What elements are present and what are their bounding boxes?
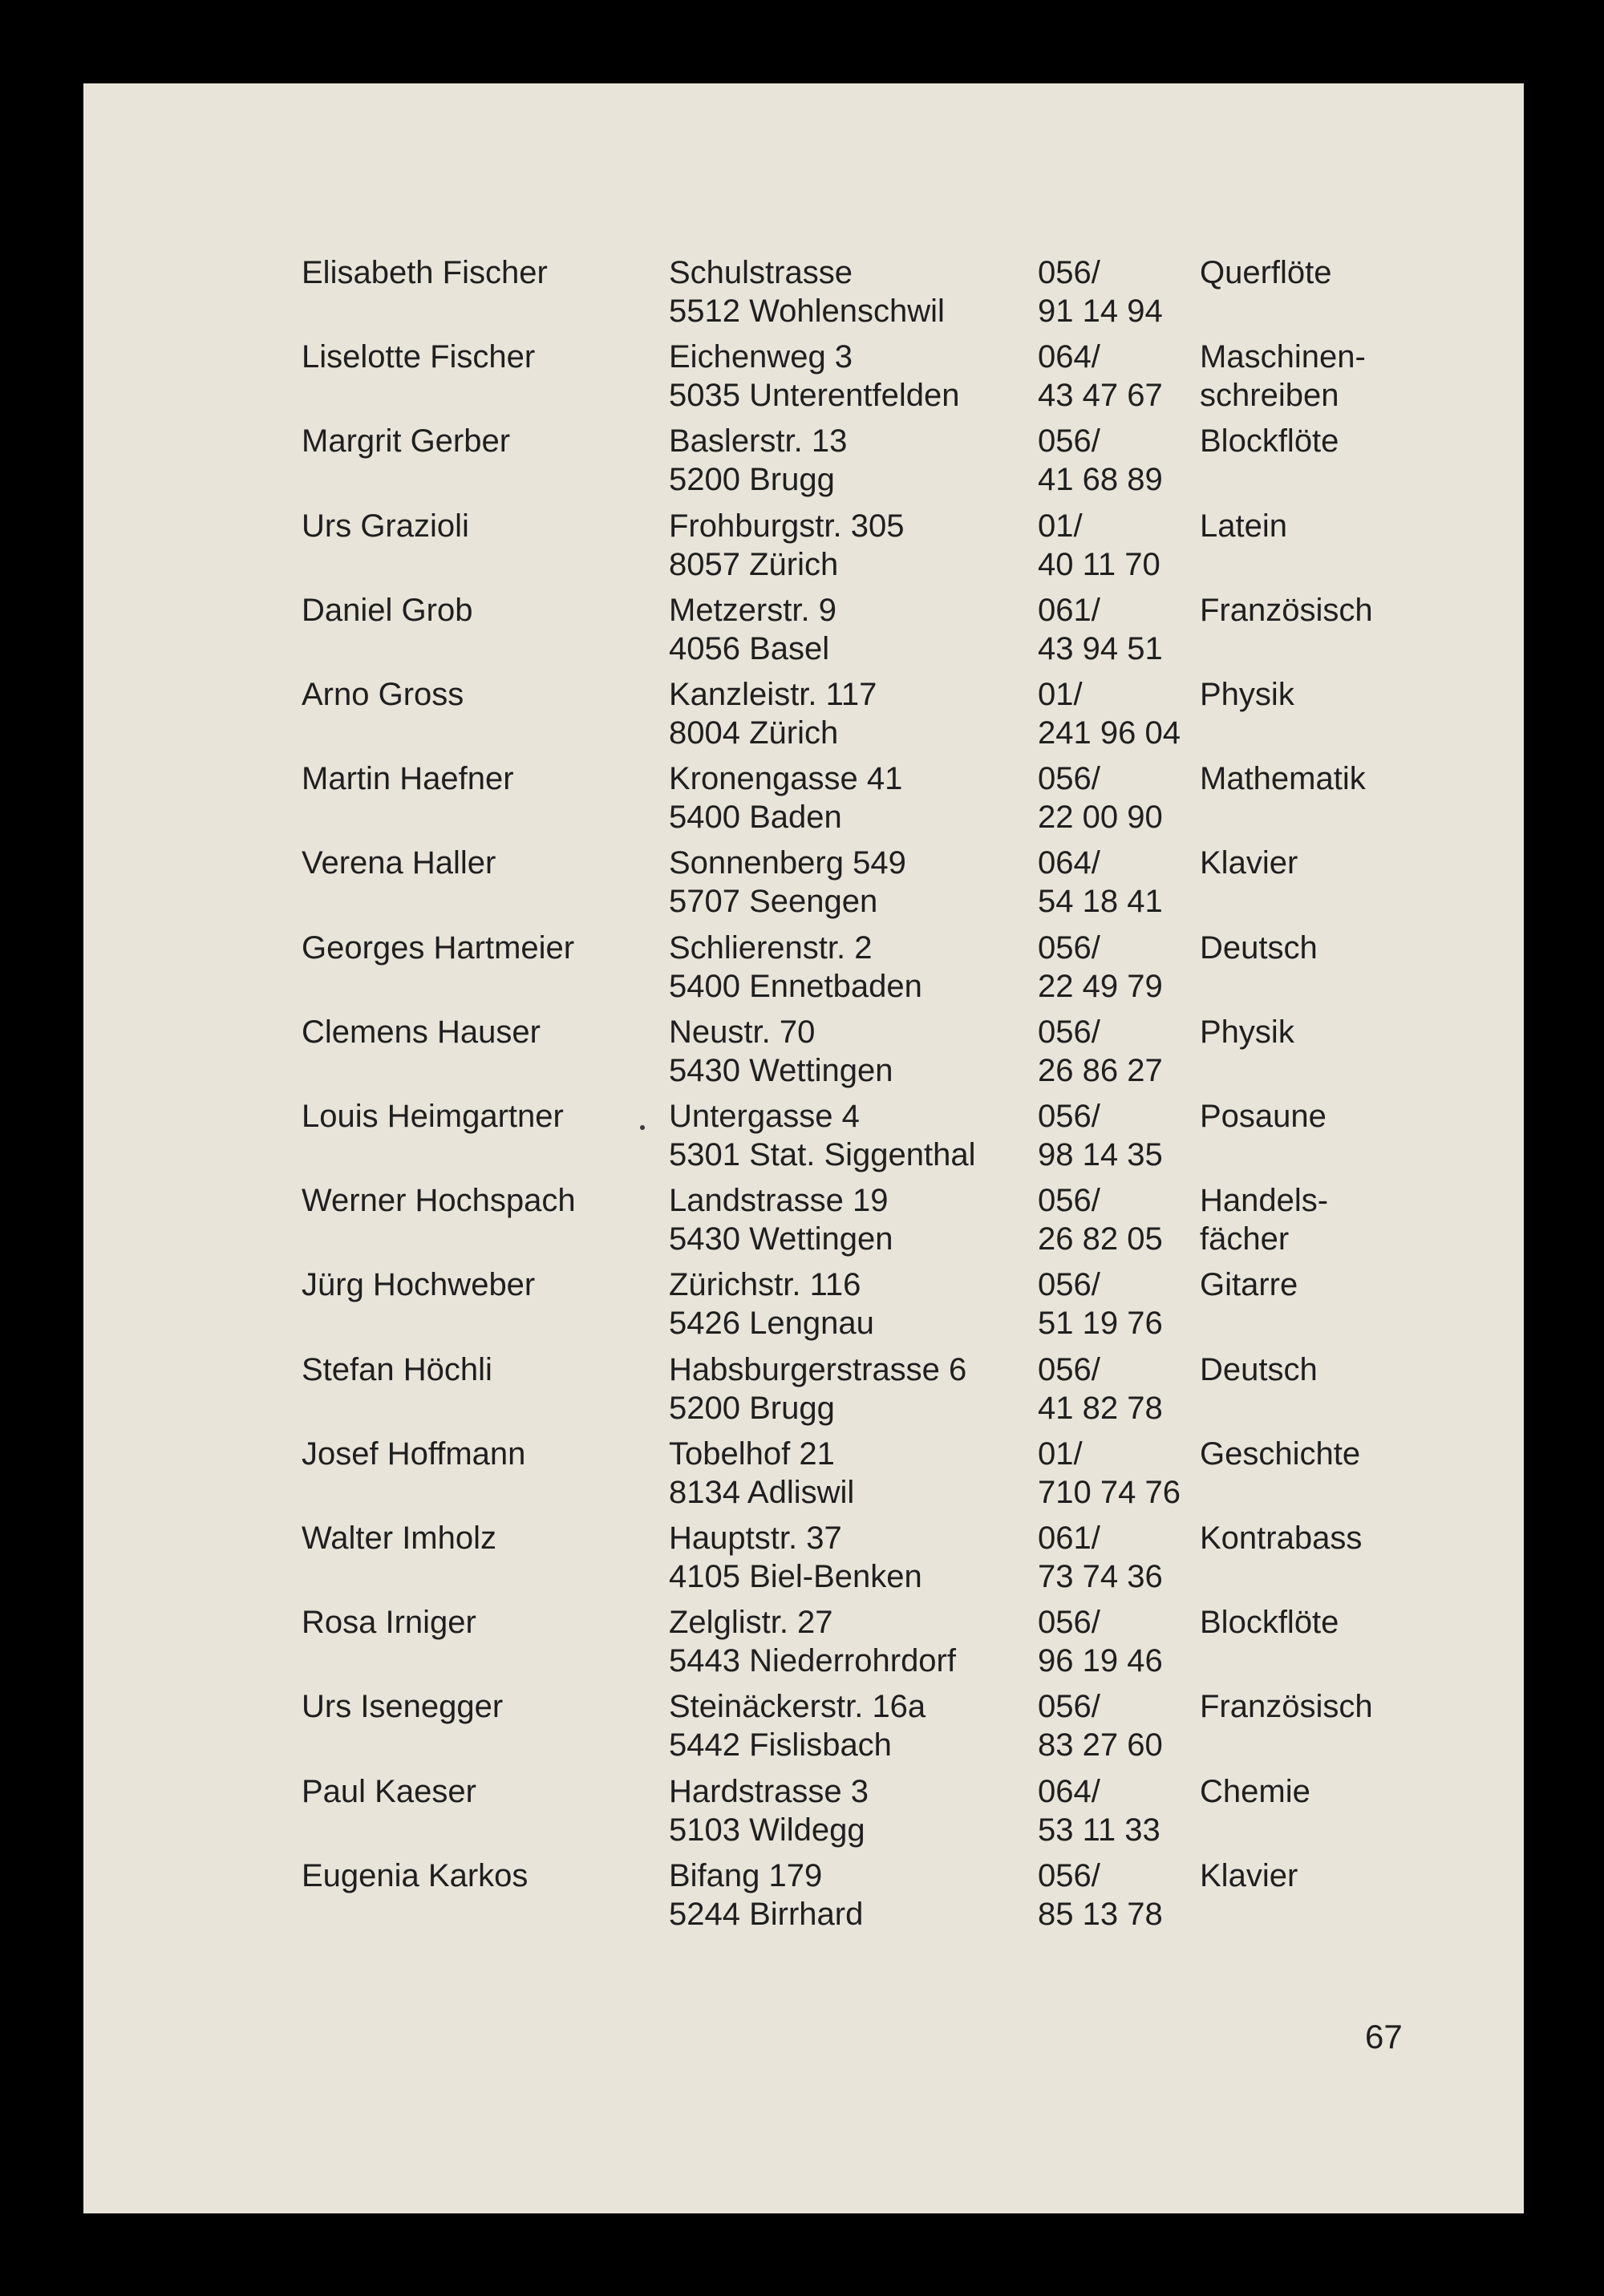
area-code: 056/ xyxy=(1038,761,1100,797)
person-name: Rosa Irniger xyxy=(302,1605,476,1641)
phone-number: 51 19 76 xyxy=(1038,1306,1163,1342)
postal-city: 5400 Ennetbaden xyxy=(669,968,922,1004)
subject-text: Klavier xyxy=(1200,1857,1298,1893)
area-code: 056/ xyxy=(1038,1099,1100,1134)
phone-number: 41 68 89 xyxy=(1038,462,1163,498)
subject-column xyxy=(1200,1519,1505,1557)
address-column xyxy=(669,422,1030,499)
phone-column xyxy=(1038,759,1198,836)
address-column xyxy=(669,1013,1030,1090)
name-column xyxy=(302,1519,654,1557)
directory-entry xyxy=(302,844,1505,921)
name-column xyxy=(302,591,654,630)
address-column xyxy=(669,507,1030,584)
postal-city: 5200 Brugg xyxy=(669,1390,835,1426)
name-column xyxy=(302,1350,654,1389)
area-code: 056/ xyxy=(1038,929,1100,966)
street-address: Schulstrasse xyxy=(669,255,853,290)
directory-entry xyxy=(302,507,1505,584)
person-name: Eugenia Karkos xyxy=(302,1857,529,1893)
address-column xyxy=(669,1350,1030,1427)
phone-column xyxy=(1038,1435,1198,1512)
person-name: Josef Hoffmann xyxy=(302,1436,526,1472)
directory-page xyxy=(83,83,1524,2213)
phone-column xyxy=(1038,1013,1198,1090)
address-column xyxy=(669,759,1030,836)
subject-text: Handels- xyxy=(1200,1183,1329,1219)
person-name: Stefan Höchli xyxy=(302,1351,492,1387)
street-address: Eichenweg 3 xyxy=(669,339,853,375)
street-address: Untergasse 4 xyxy=(669,1099,860,1134)
subject-column xyxy=(1200,1687,1505,1726)
person-name: Margrit Gerber xyxy=(302,423,511,460)
phone-column xyxy=(1038,591,1198,668)
area-code: 061/ xyxy=(1038,1521,1100,1556)
phone-number: 43 47 67 xyxy=(1038,378,1163,414)
directory-entry xyxy=(302,422,1505,499)
street-address: Landstrasse 19 xyxy=(669,1183,889,1219)
person-name: Georges Hartmeier xyxy=(302,929,575,966)
person-name: Elisabeth Fischer xyxy=(302,255,548,290)
directory-entry xyxy=(302,1265,1505,1342)
subject-column xyxy=(1200,675,1505,714)
street-address: Frohburgstr. 305 xyxy=(669,508,905,544)
phone-column xyxy=(1038,1857,1198,1934)
person-name: Jürg Hochweber xyxy=(302,1267,536,1303)
phone-column xyxy=(1038,1181,1198,1258)
postal-city: 5430 Wettingen xyxy=(669,1221,893,1257)
subject-text: Physik xyxy=(1200,677,1294,712)
address-column xyxy=(669,929,1030,1006)
name-column xyxy=(302,1857,654,1895)
area-code: 056/ xyxy=(1038,255,1100,290)
phone-column xyxy=(1038,844,1198,921)
phone-number: 73 74 36 xyxy=(1038,1559,1163,1594)
name-column xyxy=(302,507,654,545)
address-column xyxy=(669,1603,1030,1680)
phone-column xyxy=(1038,929,1198,1006)
phone-column xyxy=(1038,253,1198,330)
subject-text: Posaune xyxy=(1200,1099,1327,1134)
subject-column xyxy=(1200,1772,1505,1811)
phone-column xyxy=(1038,422,1198,499)
postal-city: 5442 Fislisbach xyxy=(669,1727,892,1764)
postal-city: 5200 Brugg xyxy=(669,462,835,498)
name-column xyxy=(302,422,654,460)
name-column xyxy=(302,1687,654,1726)
directory-entry xyxy=(302,1435,1505,1512)
subject-column xyxy=(1200,1181,1505,1258)
subject-text: Querflöte xyxy=(1200,255,1332,290)
phone-column xyxy=(1038,1519,1198,1596)
street-address: Tobelhof 21 xyxy=(669,1436,835,1472)
area-code: 056/ xyxy=(1038,1857,1100,1893)
street-address: Hauptstr. 37 xyxy=(669,1521,842,1556)
street-address: Neustr. 70 xyxy=(669,1014,816,1050)
phone-column xyxy=(1038,1097,1198,1174)
address-column xyxy=(669,338,1030,415)
address-column xyxy=(669,1772,1030,1849)
subject-text: Blockflöte xyxy=(1200,423,1339,460)
postal-city: 8134 Adliswil xyxy=(669,1474,855,1510)
person-name: Clemens Hauser xyxy=(302,1014,541,1050)
street-address: Zelglistr. 27 xyxy=(669,1605,833,1641)
phone-number: 710 74 76 xyxy=(1038,1474,1181,1510)
name-column xyxy=(302,1181,654,1220)
address-column xyxy=(669,1857,1030,1934)
name-column xyxy=(302,1603,654,1642)
area-code: 056/ xyxy=(1038,1605,1100,1641)
directory-entry xyxy=(302,253,1505,330)
street-address: Baslerstr. 13 xyxy=(669,423,848,460)
directory-entry xyxy=(302,1181,1505,1258)
area-code: 056/ xyxy=(1038,1014,1100,1050)
bullet-mark xyxy=(640,1125,645,1130)
area-code: 061/ xyxy=(1038,592,1100,628)
subject-text: Deutsch xyxy=(1200,929,1318,966)
street-address: Kanzleistr. 117 xyxy=(669,677,877,712)
directory-entry xyxy=(302,591,1505,668)
postal-city: 5400 Baden xyxy=(669,800,842,836)
name-column xyxy=(302,759,654,798)
person-name: Urs Grazioli xyxy=(302,508,469,544)
phone-column xyxy=(1038,507,1198,584)
phone-number: 54 18 41 xyxy=(1038,884,1163,920)
subject-text: Deutsch xyxy=(1200,1351,1318,1387)
subject-column xyxy=(1200,844,1505,882)
subject-column xyxy=(1200,929,1505,967)
address-column xyxy=(669,591,1030,668)
phone-number: 85 13 78 xyxy=(1038,1896,1163,1932)
postal-city: 8057 Zürich xyxy=(669,546,839,582)
street-address: Zürichstr. 116 xyxy=(669,1267,861,1303)
postal-city: 5103 Wildegg xyxy=(669,1812,865,1848)
phone-column xyxy=(1038,675,1198,752)
name-column xyxy=(302,338,654,376)
phone-column xyxy=(1038,1603,1198,1680)
postal-city: 5301 Stat. Siggenthal xyxy=(669,1137,976,1172)
subject-column xyxy=(1200,338,1505,415)
phone-number: 22 49 79 xyxy=(1038,968,1163,1004)
subject-text: Gitarre xyxy=(1200,1267,1298,1303)
subject-text: Chemie xyxy=(1200,1773,1310,1809)
person-name: Werner Hochspach xyxy=(302,1183,576,1219)
name-column xyxy=(302,675,654,714)
directory-entry xyxy=(302,759,1505,836)
subject-column xyxy=(1200,591,1505,630)
phone-column xyxy=(1038,1687,1198,1764)
postal-city: 5244 Birrhard xyxy=(669,1896,864,1932)
subject-text: schreiben xyxy=(1200,378,1339,414)
name-column xyxy=(302,253,654,292)
subject-text: Physik xyxy=(1200,1014,1294,1050)
phone-number: 96 19 46 xyxy=(1038,1643,1163,1679)
directory-entry xyxy=(302,1097,1505,1174)
name-column xyxy=(302,1013,654,1051)
street-address: Bifang 179 xyxy=(669,1857,823,1893)
name-column xyxy=(302,1772,654,1811)
postal-city: 8004 Zürich xyxy=(669,715,839,751)
area-code: 064/ xyxy=(1038,845,1100,881)
street-address: Metzerstr. 9 xyxy=(669,592,836,628)
directory-entry xyxy=(302,1350,1505,1427)
phone-column xyxy=(1038,1265,1198,1342)
phone-number: 83 27 60 xyxy=(1038,1727,1163,1764)
subject-text: Blockflöte xyxy=(1200,1605,1339,1641)
person-name: Paul Kaeser xyxy=(302,1773,476,1809)
postal-city: 5430 Wettingen xyxy=(669,1052,893,1088)
address-column xyxy=(669,675,1030,752)
address-column xyxy=(669,1687,1030,1764)
person-name: Martin Haefner xyxy=(302,761,514,797)
subject-text: Kontrabass xyxy=(1200,1521,1363,1556)
person-name: Louis Heimgartner xyxy=(302,1099,564,1134)
subject-text: Klavier xyxy=(1200,845,1298,881)
subject-column xyxy=(1200,1857,1505,1895)
directory-entry xyxy=(302,929,1505,1006)
phone-number: 26 86 27 xyxy=(1038,1052,1163,1088)
subject-column xyxy=(1200,507,1505,545)
address-column xyxy=(669,1181,1030,1258)
area-code: 056/ xyxy=(1038,1351,1100,1387)
address-column xyxy=(669,1097,1030,1174)
directory-entry xyxy=(302,1687,1505,1764)
postal-city: 5426 Lengnau xyxy=(669,1306,874,1342)
street-address: Kronengasse 41 xyxy=(669,761,903,797)
subject-text: Französisch xyxy=(1200,1689,1373,1725)
person-name: Verena Haller xyxy=(302,845,496,881)
subject-text: fächer xyxy=(1200,1221,1290,1257)
subject-column xyxy=(1200,1013,1505,1051)
phone-number: 43 94 51 xyxy=(1038,630,1163,666)
person-name: Arno Gross xyxy=(302,677,464,712)
name-column xyxy=(302,1097,654,1136)
area-code: 056/ xyxy=(1038,423,1100,460)
directory-entry xyxy=(302,1772,1505,1849)
subject-text: Mathematik xyxy=(1200,761,1366,797)
directory-entry xyxy=(302,675,1505,752)
subject-column xyxy=(1200,1603,1505,1642)
area-code: 01/ xyxy=(1038,508,1083,544)
address-column xyxy=(669,1265,1030,1342)
area-code: 056/ xyxy=(1038,1689,1100,1725)
area-code: 01/ xyxy=(1038,677,1083,712)
address-column xyxy=(669,253,1030,330)
area-code: 056/ xyxy=(1038,1267,1100,1303)
phone-number: 41 82 78 xyxy=(1038,1390,1163,1426)
street-address: Hardstrasse 3 xyxy=(669,1773,869,1809)
directory-entry xyxy=(302,1603,1505,1680)
phone-number: 98 14 35 xyxy=(1038,1137,1163,1172)
directory-entry xyxy=(302,338,1505,415)
phone-column xyxy=(1038,338,1198,415)
name-column xyxy=(302,929,654,967)
phone-column xyxy=(1038,1350,1198,1427)
subject-column xyxy=(1200,1097,1505,1136)
postal-city: 5512 Wohlenschwil xyxy=(669,294,945,329)
address-column xyxy=(669,1519,1030,1596)
subject-column xyxy=(1200,422,1505,460)
name-column xyxy=(302,1435,654,1473)
person-name: Walter Imholz xyxy=(302,1521,497,1556)
directory-entry xyxy=(302,1519,1505,1596)
address-column xyxy=(669,844,1030,921)
subject-column xyxy=(1200,253,1505,292)
phone-number: 241 96 04 xyxy=(1038,715,1181,751)
postal-city: 5443 Niederrohrdorf xyxy=(669,1643,956,1679)
directory-entry xyxy=(302,1857,1505,1934)
postal-city: 4105 Biel-Benken xyxy=(669,1559,922,1594)
street-address: Sonnenberg 549 xyxy=(669,845,906,881)
postal-city: 4056 Basel xyxy=(669,630,830,666)
person-name: Urs Isenegger xyxy=(302,1689,504,1725)
area-code: 064/ xyxy=(1038,1773,1100,1809)
subject-column xyxy=(1200,1265,1505,1304)
phone-number: 91 14 94 xyxy=(1038,294,1163,329)
page-number: 67 xyxy=(1365,2018,1403,2055)
area-code: 056/ xyxy=(1038,1183,1100,1219)
subject-column xyxy=(1200,1435,1505,1473)
person-name: Liselotte Fischer xyxy=(302,339,536,375)
subject-column xyxy=(1200,1350,1505,1389)
name-column xyxy=(302,1265,654,1304)
subject-text: Französisch xyxy=(1200,592,1373,628)
street-address: Schlierenstr. 2 xyxy=(669,929,873,966)
area-code: 064/ xyxy=(1038,339,1100,375)
person-name: Daniel Grob xyxy=(302,592,473,628)
phone-number: 53 11 33 xyxy=(1038,1812,1160,1848)
subject-text: Latein xyxy=(1200,508,1287,544)
phone-number: 26 82 05 xyxy=(1038,1221,1163,1257)
postal-city: 5035 Unterentfelden xyxy=(669,378,960,414)
subject-text: Geschichte xyxy=(1200,1436,1361,1472)
phone-number: 40 11 70 xyxy=(1038,546,1160,582)
phone-number: 22 00 90 xyxy=(1038,800,1163,836)
area-code: 01/ xyxy=(1038,1436,1083,1472)
name-column xyxy=(302,844,654,882)
address-column xyxy=(669,1435,1030,1512)
subject-column xyxy=(1200,759,1505,798)
directory-entry xyxy=(302,1013,1505,1090)
postal-city: 5707 Seengen xyxy=(669,884,878,920)
street-address: Steinäckerstr. 16a xyxy=(669,1689,926,1725)
street-address: Habsburgerstrasse 6 xyxy=(669,1351,967,1387)
subject-text: Maschinen- xyxy=(1200,339,1366,375)
phone-column xyxy=(1038,1772,1198,1849)
